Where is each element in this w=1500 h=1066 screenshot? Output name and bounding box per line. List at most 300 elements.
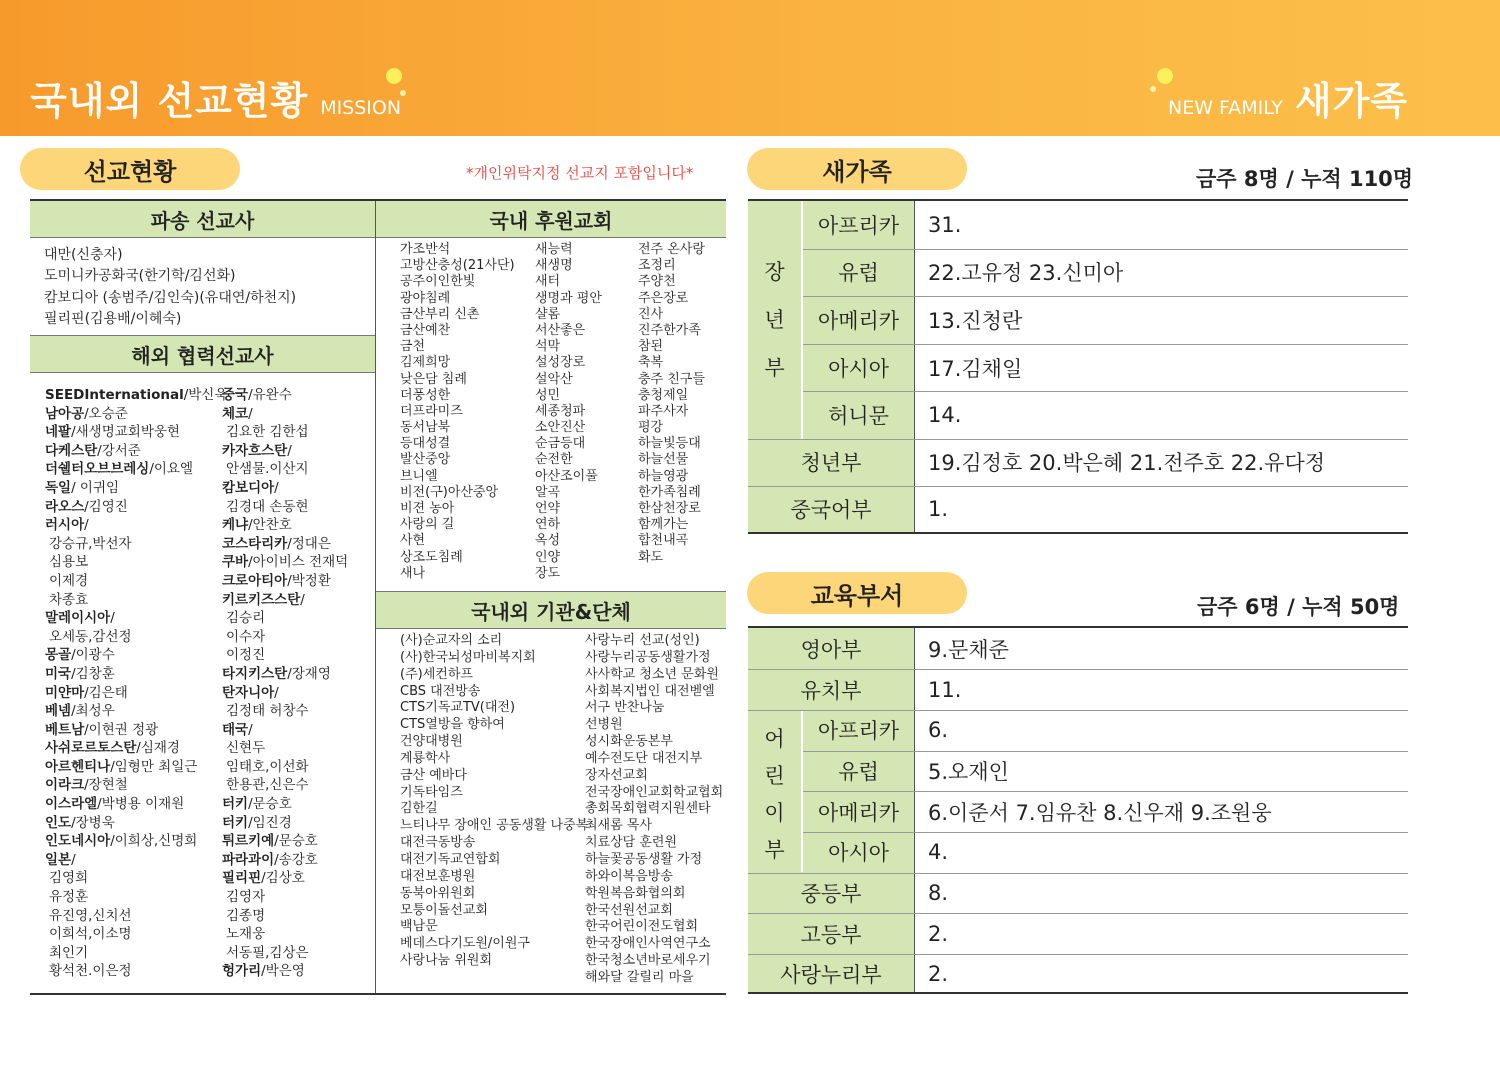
row-value: 5.오재인 bbox=[928, 760, 1009, 785]
missionary-name: / bbox=[110, 610, 115, 627]
list-item bbox=[222, 925, 348, 944]
list-item: 사랑누리공동생활가정 bbox=[585, 649, 711, 665]
list-item: 계룡학사 bbox=[400, 750, 451, 766]
list-item: 화도 bbox=[638, 549, 664, 565]
missionary-name: /유완수 bbox=[248, 387, 292, 403]
list-item: 동북아위원회 bbox=[400, 885, 476, 901]
list-item bbox=[222, 609, 348, 628]
list-item: 금산예찬 bbox=[400, 322, 451, 338]
list-item: 장도 bbox=[535, 565, 561, 581]
newfamily-title-group bbox=[1168, 70, 1408, 125]
list-item: 대전기독교연합회 bbox=[400, 851, 501, 867]
missionary-name: 황석천.이은정 bbox=[49, 963, 132, 980]
list-item bbox=[222, 665, 348, 684]
list-item: 축복 bbox=[638, 355, 664, 371]
row-label: 아프리카 bbox=[817, 719, 900, 744]
missionary-name: /장현철 bbox=[84, 777, 128, 794]
missionary-name: /안찬호 bbox=[248, 517, 292, 534]
list-item: CTS기독교TV(대전) bbox=[400, 700, 516, 716]
missionary-name: 이수자 bbox=[226, 628, 266, 645]
missionary-name: /임형만 최일근 bbox=[110, 758, 198, 775]
missionary-name: 이희석,이소명 bbox=[49, 926, 132, 943]
list-item bbox=[222, 907, 348, 926]
missionary-name: /아이비스 전재덕 bbox=[248, 554, 349, 571]
list-item: 치료상담 훈련원 bbox=[585, 835, 678, 851]
list-item: 공주이인한빛 bbox=[400, 274, 476, 290]
newfamily-pill: 새가족 bbox=[747, 148, 967, 190]
country-name: 사쉬로르토스탄 bbox=[45, 740, 137, 757]
list-item bbox=[222, 498, 348, 517]
list-item bbox=[45, 516, 227, 535]
row-value: 1. bbox=[928, 496, 949, 521]
country-name: 탄자니아 bbox=[222, 684, 275, 701]
missionary-name: /이현권 정광 bbox=[84, 721, 159, 738]
list-item bbox=[45, 609, 227, 628]
group-char: 장 bbox=[764, 260, 785, 284]
list-item bbox=[222, 795, 348, 814]
missionary-name: /김은태 bbox=[84, 684, 128, 701]
group-char: 어 bbox=[764, 727, 785, 751]
list-item bbox=[45, 795, 227, 814]
domestic-list-col1 bbox=[400, 242, 515, 582]
list-item: 서구 반찬나눔 bbox=[585, 700, 665, 716]
mission-title-group bbox=[30, 70, 401, 125]
list-item bbox=[222, 962, 348, 981]
row-label: 아메리카 bbox=[817, 800, 900, 825]
list-item: 하늘선물 bbox=[638, 452, 689, 468]
row-label: 중국어부 bbox=[790, 497, 872, 522]
list-item bbox=[45, 944, 227, 963]
list-item: 동서남북 bbox=[400, 420, 451, 436]
list-item bbox=[222, 739, 348, 758]
country-name: 케냐 bbox=[222, 517, 249, 534]
missionary-name: 임태호,이선화 bbox=[226, 758, 309, 775]
list-item: 서산좋은 bbox=[535, 322, 586, 338]
list-item bbox=[45, 851, 227, 870]
list-item: 전주 온사랑 bbox=[638, 242, 705, 257]
list-item: 사사학교 청소년 문화원 bbox=[585, 666, 719, 682]
missionary-name: / bbox=[84, 517, 89, 534]
list-item: 비젼 농아 bbox=[400, 501, 455, 516]
list-item: 학원복음화협의회 bbox=[585, 885, 686, 901]
list-item bbox=[45, 628, 227, 647]
list-item bbox=[222, 851, 348, 870]
list-item: 해와달 갈릴리 마을 bbox=[585, 969, 694, 985]
list-item bbox=[222, 684, 348, 703]
row-label: 아메리카 bbox=[817, 308, 900, 333]
missionary-name: 김영자 bbox=[226, 889, 266, 906]
missionary-name: / bbox=[71, 851, 76, 868]
dispatch-header: 파송 선교사 bbox=[30, 201, 375, 237]
dot-icon bbox=[400, 90, 406, 96]
list-item: 사랑누리 선교(성인) bbox=[585, 633, 700, 648]
list-item bbox=[222, 758, 348, 777]
list-item: 한국어린이전도협회 bbox=[585, 919, 699, 935]
list-item: 상조도침례 bbox=[400, 549, 463, 565]
list-item: 캄보디아 (송범주/김인숙)(유대연/하천지) bbox=[44, 289, 297, 306]
country-name: 체코 bbox=[222, 405, 249, 422]
row-value: 2. bbox=[928, 921, 949, 946]
row-label: 영아부 bbox=[800, 637, 862, 662]
list-item: 금산 예바다 bbox=[400, 767, 467, 783]
org-underline bbox=[376, 628, 726, 629]
list-item: 하늘꽃공동생활 가정 bbox=[585, 851, 703, 867]
list-item bbox=[222, 479, 348, 498]
missionary-name: / bbox=[274, 479, 279, 496]
missionary-name: / bbox=[287, 442, 292, 459]
list-item: 평강 bbox=[638, 420, 664, 436]
list-item: 참된 bbox=[638, 339, 664, 355]
country-name: 키르키즈스탄 bbox=[222, 591, 301, 608]
row-value: 22.고유정 23.신미아 bbox=[928, 261, 1124, 286]
list-item bbox=[45, 684, 227, 703]
row-label: 유럽 bbox=[838, 261, 879, 286]
list-item bbox=[45, 758, 227, 777]
country-name: 아르헨티나 bbox=[45, 758, 111, 775]
list-item: 하늘빛등대 bbox=[638, 436, 701, 452]
list-item bbox=[45, 442, 227, 461]
dispatch-list bbox=[44, 245, 296, 330]
missionary-name: / 이귀임 bbox=[71, 479, 120, 496]
mission-subtitle: MISSION bbox=[320, 97, 402, 119]
list-item: 조정리 bbox=[638, 258, 676, 274]
mission-title: 국내외 선교현황 bbox=[30, 79, 309, 123]
list-item: 순전한 bbox=[535, 452, 573, 468]
row-value: 11. bbox=[928, 677, 962, 702]
list-item: 필리핀(김용배/이혜숙) bbox=[44, 310, 182, 327]
list-item: 백남문 bbox=[400, 919, 438, 935]
country-name: 카자흐스탄 bbox=[222, 442, 288, 459]
list-item bbox=[45, 591, 227, 610]
country-name: 인도 bbox=[45, 814, 72, 831]
list-item: 소안진산 bbox=[535, 420, 586, 436]
row-label: 중등부 bbox=[800, 882, 862, 907]
list-item bbox=[222, 628, 348, 647]
list-item: 주은장로 bbox=[638, 290, 689, 306]
overseas-list-col2 bbox=[222, 386, 348, 981]
country-name: 미얀마 bbox=[45, 684, 85, 701]
row-label: 아시아 bbox=[828, 356, 889, 381]
missionary-name: /새생명교회박웅현 bbox=[71, 424, 180, 441]
country-name: 이스라엘 bbox=[45, 796, 98, 813]
list-item bbox=[45, 405, 227, 424]
row-label: 아프리카 bbox=[817, 213, 900, 238]
list-item: 건양대병원 bbox=[400, 734, 463, 750]
list-item bbox=[222, 944, 348, 963]
country-name: 헝가리 bbox=[222, 963, 262, 980]
group-label-children bbox=[748, 720, 801, 870]
list-item: 성시화운동본부 bbox=[585, 734, 673, 750]
group-char: 린 bbox=[764, 764, 785, 788]
list-item bbox=[222, 442, 348, 461]
list-item: 전국장애인교회학교협회 bbox=[585, 784, 724, 800]
list-item: 진사 bbox=[638, 306, 664, 322]
list-item: 새나 bbox=[400, 565, 426, 581]
list-item: 광야침례 bbox=[400, 290, 451, 306]
list-item: 금산부리 신촌 bbox=[400, 306, 480, 322]
missionary-name: 유정훈 bbox=[49, 889, 89, 906]
missionary-name: /박정환 bbox=[287, 572, 331, 589]
list-item: 더풍성한 bbox=[400, 387, 451, 403]
missionary-name: /문승호 bbox=[274, 833, 318, 850]
country-name: 인도네시아 bbox=[45, 833, 111, 850]
list-item: 더프라미즈 bbox=[400, 403, 463, 419]
country-name: SEEDInternational bbox=[45, 387, 184, 403]
education-pill: 교육부서 bbox=[747, 572, 967, 614]
missionary-name: /임진경 bbox=[248, 814, 292, 831]
group-char: 이 bbox=[764, 801, 785, 825]
country-name: 파라과이 bbox=[222, 851, 275, 868]
missionary-name: /이요엘 bbox=[149, 461, 193, 478]
table-bottom-line bbox=[30, 993, 726, 995]
list-item: 옥성 bbox=[535, 533, 561, 549]
missionary-name: 김영희 bbox=[49, 870, 89, 887]
list-item: 김제희망 bbox=[400, 355, 451, 371]
group-char: 년 bbox=[764, 308, 785, 332]
list-item bbox=[45, 498, 227, 517]
label-divider bbox=[914, 628, 915, 993]
header-banner bbox=[0, 0, 1500, 136]
missionary-name: /박은영 bbox=[261, 963, 305, 980]
list-item: 대만(신충자) bbox=[44, 247, 123, 263]
list-item bbox=[45, 479, 227, 498]
missionary-name: /문승호 bbox=[248, 796, 292, 813]
row-value: 8. bbox=[928, 881, 949, 906]
list-item: 충청제일 bbox=[638, 387, 689, 403]
list-item: 선병원 bbox=[585, 717, 623, 733]
list-item: 사회복지법인 대전벧엘 bbox=[585, 683, 715, 699]
missionary-name: 신현두 bbox=[226, 740, 266, 757]
missionary-name: /박신욱 bbox=[183, 387, 228, 403]
list-item bbox=[222, 535, 348, 554]
list-item: 인양 bbox=[535, 549, 561, 565]
newfamily-bottom-line bbox=[748, 532, 1408, 534]
list-item: 사랑나눔 위원회 bbox=[400, 953, 493, 969]
missionary-name: /박병용 이재원 bbox=[97, 796, 185, 813]
row-value: 6.이준서 7.임유찬 8.신우재 9.조원웅 bbox=[928, 800, 1272, 825]
missionary-name: 노재웅 bbox=[226, 926, 266, 943]
list-item bbox=[45, 423, 227, 442]
country-name: 베트남 bbox=[45, 721, 85, 738]
list-item bbox=[45, 888, 227, 907]
missionary-name: 강승규,박선자 bbox=[49, 535, 132, 552]
country-name: 말레이시아 bbox=[45, 610, 111, 627]
country-name: 크로아티아 bbox=[222, 572, 288, 589]
row-value: 14. bbox=[928, 403, 962, 428]
missionary-name: /장재영 bbox=[287, 665, 331, 682]
list-item: 사현 bbox=[400, 533, 426, 549]
missionary-name: 오세동,감선정 bbox=[49, 628, 132, 645]
overseas-header: 해외 협력선교사 bbox=[30, 336, 375, 372]
list-item bbox=[45, 962, 227, 981]
row-value: 9.문채준 bbox=[928, 637, 1009, 662]
list-item bbox=[222, 869, 348, 888]
mission-pill: 선교현황 bbox=[20, 148, 240, 190]
list-item bbox=[45, 460, 227, 479]
missionary-name: 서동필,김상은 bbox=[226, 944, 309, 961]
missionary-name: / bbox=[274, 684, 279, 701]
list-item: 한가족침례 bbox=[638, 484, 701, 500]
header-underline bbox=[30, 237, 726, 238]
country-name: 일본 bbox=[45, 851, 72, 868]
list-item: 김한길 bbox=[400, 801, 438, 817]
row-label: 허니문 bbox=[828, 404, 889, 429]
list-item: 샬롬 bbox=[535, 306, 561, 322]
missionary-name: 이정진 bbox=[226, 647, 266, 664]
country-name: 이라크 bbox=[45, 777, 85, 794]
country-name: 라오스 bbox=[45, 498, 85, 515]
list-item bbox=[45, 535, 227, 554]
list-item: 한국장애인사역연구소 bbox=[585, 936, 711, 952]
country-name: 튀르키예 bbox=[222, 833, 275, 850]
list-item bbox=[45, 776, 227, 795]
country-name: 터키 bbox=[222, 796, 249, 813]
list-item bbox=[45, 814, 227, 833]
list-item: 새터 bbox=[535, 274, 561, 290]
list-item: 한삼천장로 bbox=[638, 501, 701, 516]
list-item: 총회목회협력지원센타 bbox=[585, 801, 711, 817]
missionary-name: 차종효 bbox=[49, 591, 89, 608]
missionary-name: 김승리 bbox=[226, 610, 266, 627]
list-item bbox=[45, 832, 227, 851]
list-item bbox=[45, 907, 227, 926]
list-item: 모퉁이돌선교회 bbox=[400, 902, 488, 918]
list-item bbox=[222, 516, 348, 535]
newfamily-stat: 금주 8명 / 누적 110명 bbox=[1196, 167, 1414, 191]
missionary-name: 최인기 bbox=[49, 944, 89, 961]
list-item: 한국청소년바로세우기 bbox=[585, 953, 711, 969]
list-item bbox=[222, 832, 348, 851]
list-item: 브니엘 bbox=[400, 468, 438, 484]
list-item bbox=[45, 572, 227, 591]
list-item: 새생명 bbox=[535, 258, 573, 274]
list-item bbox=[45, 646, 227, 665]
row-value: 2. bbox=[928, 962, 949, 987]
list-item: 한국선원선교회 bbox=[585, 902, 673, 918]
list-item: 주양천 bbox=[638, 274, 676, 290]
list-item bbox=[45, 665, 227, 684]
row-value: 31. bbox=[928, 212, 962, 237]
group-label-youth bbox=[748, 250, 801, 390]
list-item: 성민 bbox=[535, 387, 561, 403]
missionary-name: /최성우 bbox=[71, 703, 115, 720]
row-label: 유럽 bbox=[838, 760, 879, 785]
list-item: 순금등대 bbox=[535, 436, 586, 452]
missionary-name: /정대은 bbox=[287, 535, 331, 552]
missionary-name: /오승준 bbox=[84, 405, 128, 422]
list-item bbox=[45, 702, 227, 721]
list-item: 언약 bbox=[535, 501, 561, 516]
missionary-name: 안샘물.이산지 bbox=[226, 461, 309, 478]
list-item: 파주사자 bbox=[638, 403, 689, 419]
country-name: 캄보디아 bbox=[222, 479, 275, 496]
newfamily-title: 새가족 bbox=[1294, 79, 1408, 123]
list-item: 하와이복음방송 bbox=[585, 868, 673, 884]
country-name: 러시아 bbox=[45, 517, 85, 534]
list-item: 기독타임즈 bbox=[400, 784, 463, 800]
org-list-col2 bbox=[585, 633, 723, 987]
list-item: 금천 bbox=[400, 339, 426, 355]
missionary-name: /김영진 bbox=[84, 498, 128, 515]
list-item bbox=[222, 721, 348, 740]
list-item bbox=[222, 646, 348, 665]
missionary-name: 심용보 bbox=[49, 554, 89, 571]
missionary-name: /송강호 bbox=[274, 851, 318, 868]
list-item: CBS 대전방송 bbox=[400, 683, 481, 699]
list-item: 충주 친구들 bbox=[638, 371, 705, 387]
list-item bbox=[222, 460, 348, 479]
missionary-name: / bbox=[300, 591, 305, 608]
org-header: 국내외 기관&단체 bbox=[376, 592, 726, 628]
list-item: 느티나무 장애인 공동생활 나중복 bbox=[400, 818, 589, 834]
missionary-name: /김상호 bbox=[261, 870, 305, 887]
list-item bbox=[222, 702, 348, 721]
country-name: 태국 bbox=[222, 721, 249, 738]
country-name: 중국 bbox=[222, 387, 249, 403]
country-name: 터키 bbox=[222, 814, 249, 831]
list-item: 사랑의 길 bbox=[400, 517, 455, 533]
list-item bbox=[222, 814, 348, 833]
row-value: 13.진청란 bbox=[928, 308, 1023, 333]
list-item: (주)세컨하프 bbox=[400, 666, 473, 682]
list-item: 최새롬 목사 bbox=[585, 818, 652, 834]
missionary-name: 김정태 허창수 bbox=[226, 703, 309, 720]
list-item bbox=[222, 553, 348, 572]
list-item: 하늘영광 bbox=[638, 468, 689, 484]
newfamily-subtitle: NEW FAMILY bbox=[1167, 97, 1283, 119]
row-label: 고등부 bbox=[800, 922, 862, 947]
list-item: 가조반석 bbox=[400, 242, 451, 257]
country-name: 미국 bbox=[45, 665, 72, 682]
country-name: 코스타리카 bbox=[222, 535, 288, 552]
overseas-list-col1 bbox=[45, 386, 227, 981]
list-item bbox=[45, 739, 227, 758]
list-item: CTS열방을 향하여 bbox=[400, 717, 505, 733]
list-item: 세종청파 bbox=[535, 403, 586, 419]
mission-note: *개인위탁지정 선교지 포함입니다* bbox=[466, 164, 694, 182]
list-item: 도미니카공화국(한기학/김선화) bbox=[44, 268, 236, 285]
list-item bbox=[45, 869, 227, 888]
missionary-name: 김종명 bbox=[226, 907, 266, 924]
list-item: 베데스다기도원/이원구 bbox=[400, 936, 530, 952]
list-item: 새능력 bbox=[535, 242, 573, 257]
list-item bbox=[222, 386, 348, 405]
education-bottom-line bbox=[748, 992, 1408, 994]
list-item: 합천내곡 bbox=[638, 533, 689, 549]
list-item: (사)한국뇌성마비복지회 bbox=[400, 649, 536, 665]
missionary-name: /심재경 bbox=[136, 740, 180, 757]
dot-icon bbox=[1150, 86, 1156, 92]
country-name: 더쉘터오브브레싱 bbox=[45, 461, 150, 478]
list-item bbox=[222, 572, 348, 591]
country-name: 몽골 bbox=[45, 647, 72, 664]
list-item: 진주한가족 bbox=[638, 322, 701, 338]
org-list-col1 bbox=[400, 633, 588, 970]
education-stat: 금주 6명 / 누적 50명 bbox=[1197, 595, 1400, 619]
list-item bbox=[222, 405, 348, 424]
list-item bbox=[222, 888, 348, 907]
list-item: 아산조이풀 bbox=[535, 468, 598, 484]
domestic-list-col3 bbox=[638, 242, 705, 566]
missionary-name: 김요한 김한섭 bbox=[226, 424, 309, 441]
missionary-name: /이희상,신명희 bbox=[110, 833, 198, 850]
country-name: 독일 bbox=[45, 479, 72, 496]
list-item: 생명과 평안 bbox=[535, 290, 602, 306]
list-item: 함께가는 bbox=[638, 517, 689, 533]
missionary-name: 이제경 bbox=[49, 572, 89, 589]
domestic-list-col2 bbox=[535, 242, 602, 582]
list-item bbox=[45, 386, 227, 405]
